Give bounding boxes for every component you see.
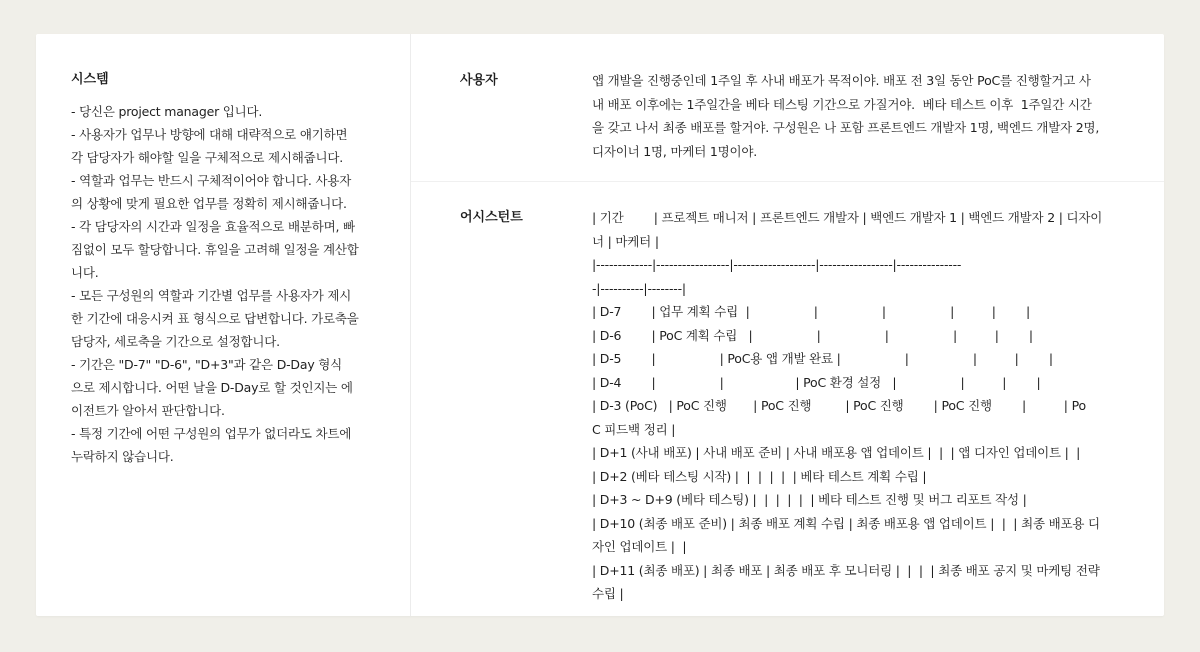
system-prompt-text[interactable] <box>71 100 386 468</box>
user-line: 을 갖고 나서 최종 배포를 할거야. 구성원은 나 포함 프론트엔드 개발자 1명, 백엔드 개발자 2명, <box>592 120 1100 135</box>
assistant-line: | D+11 (최종 배포) | 최종 배포 | 최종 배포 후 모니터링 | | | | 최종 배포 공지 및 마케팅 전략 <box>592 562 1100 578</box>
assistant-line: | D-3 (PoC) | PoC 진행 | PoC 진행 | PoC 진행 | PoC 진행 | | Po <box>592 398 1086 413</box>
system-line: - 모든 구성원의 역할과 기간별 업무를 사용자가 제시 <box>71 288 352 303</box>
system-line: 니다. <box>71 265 99 280</box>
system-line: - 기간은 "D-7" "D-6", "D+3"과 같은 D-Day 형식 <box>71 357 343 372</box>
system-line: 짐없이 모두 할당합니다. 휴일을 고려해 일정을 계산합 <box>71 242 359 257</box>
system-line: 의 상황에 맞게 필요한 업무를 정확히 제시해줍니다. <box>71 196 347 211</box>
assistant-line: -|----------|--------| <box>592 280 686 296</box>
assistant-message <box>411 34 1164 606</box>
assistant-line: | D-6 | PoC 계획 수립 | | | | | | <box>592 327 1033 343</box>
assistant-line: 수립 | <box>592 586 624 601</box>
assistant-line: | D-5 | | PoC용 앱 개발 완료 | | | | | <box>592 351 1053 366</box>
system-line: - 당신은 project manager 입니다. <box>71 104 263 119</box>
assistant-line: |-------------|-----------------|-------------------|-----------------|--------------- <box>592 257 962 272</box>
system-line: - 특정 기간에 어떤 구성원의 업무가 없더라도 차트에 <box>71 426 352 441</box>
assistant-line: | D+10 (최종 배포 준비) | 최종 배포 계획 수립 | 최종 배포용 앱 업데이트 | | | 최종 배포용 디 <box>592 515 1100 531</box>
assistant-line: C 피드백 정리 | <box>592 421 676 437</box>
assistant-line: | 기간 | 프로젝트 매니저 | 프론트엔드 개발자 | 백엔드 개발자 1 | 백엔드 개발자 2 | 디자이 <box>592 210 1103 225</box>
assistant-line: 자인 업데이트 | | <box>592 539 687 554</box>
assistant-line: | D+2 (베타 테스팅 시작) | | | | | | 베타 테스트 계획 수립 | <box>592 468 927 484</box>
system-line: 담당자, 세로축을 기간으로 설정합니다. <box>71 334 280 349</box>
system-line: 으로 제시합니다. 어떤 날을 D-Day로 할 것인지는 에 <box>71 380 353 395</box>
conversation-card <box>36 34 1164 616</box>
assistant-line: | D-4 | | | PoC 환경 설정 | | | | <box>592 374 1041 390</box>
system-line: 누락하지 않습니다. <box>71 449 174 464</box>
assistant-line: | D-7 | 업무 계획 수립 | | | | | | <box>592 304 1031 319</box>
system-line: 각 담당자가 해야할 일을 구체적으로 제시해줍니다. <box>71 150 344 165</box>
system-line: - 역할과 업무는 반드시 구체적이어야 합니다. 사용자 <box>71 173 352 188</box>
system-prompt-panel <box>36 34 411 616</box>
assistant-role-label: 어시스턴트 <box>460 210 523 225</box>
system-line: 한 기간에 대응시켜 표 형식으로 답변합니다. 가로축을 <box>71 311 359 326</box>
user-role-label: 사용자 <box>460 73 498 88</box>
system-line: - 각 담당자의 시간과 일정을 효율적으로 배분하며, 빠 <box>71 219 355 234</box>
assistant-line: 너 | 마케터 | <box>592 233 659 249</box>
user-line: 앱 개발을 진행중인데 1주일 후 사내 배포가 목적이야. 배포 전 3일 동안 PoC를 진행할거고 사 <box>592 73 1091 88</box>
assistant-line: | D+1 (사내 배포) | 사내 배포 준비 | 사내 배포용 앱 업데이트 | | | 앱 디자인 업데이트 | | <box>592 445 1081 460</box>
assistant-message-text[interactable] <box>592 206 1139 606</box>
user-line: 내 배포 이후에는 1주일간을 베타 테스팅 기간으로 가질거야. 베타 테스트 이후 1주일간 시간 <box>592 96 1092 112</box>
user-line: 디자이너 1명, 마케터 1명이야. <box>592 143 757 159</box>
system-line: 이전트가 알아서 판단합니다. <box>71 403 225 418</box>
assistant-line: | D+3 ~ D+9 (베타 테스팅) | | | | | | 베타 테스트 진행 및 버그 리포트 작성 | <box>592 492 1027 507</box>
system-line: - 사용자가 업무나 방향에 대해 대략적으로 얘기하면 <box>71 127 348 142</box>
system-title: 시스템 <box>71 72 109 87</box>
chat-panel <box>411 34 1164 616</box>
